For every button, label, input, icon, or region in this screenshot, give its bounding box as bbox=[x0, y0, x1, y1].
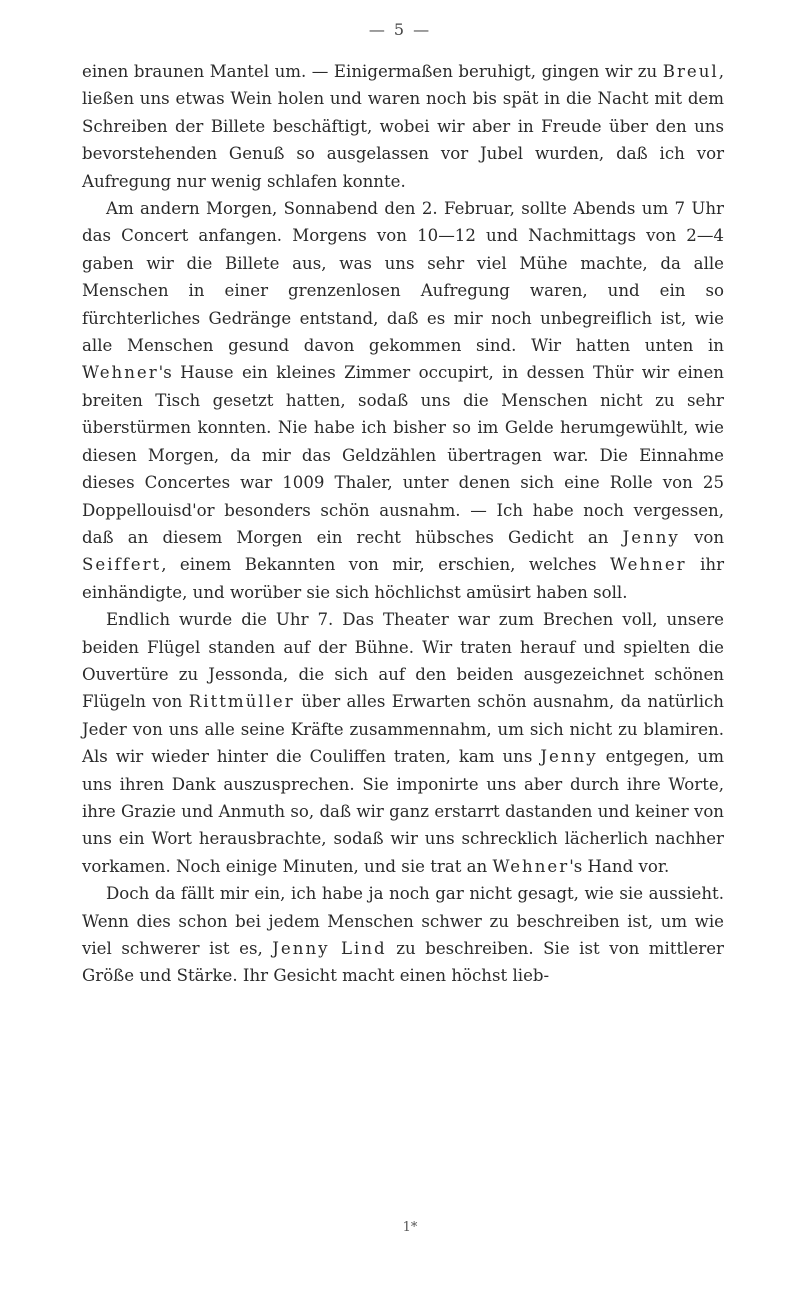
spaced-name: Wehner bbox=[492, 856, 570, 876]
paragraph bbox=[82, 195, 724, 606]
paragraph bbox=[82, 880, 724, 990]
text-segment: , einem Bekannten von mir, erschien, welches bbox=[161, 555, 610, 575]
spaced-name: Wehner bbox=[82, 363, 159, 383]
text-segment: ihr einhändigte, und worüber sie sich höchlichst amüsirt haben soll. bbox=[82, 555, 724, 602]
text-segment: über alles Erwarten schön ausnahm, da natürlich Jeder von uns alle seine Kräfte zusammennahm, um sich nicht zu blamiren. Als wir wieder hinter die Couliffen traten, kam uns bbox=[82, 692, 724, 767]
page-number-header: — 5 — bbox=[368, 20, 432, 39]
body-text bbox=[82, 58, 724, 990]
spaced-name: Wehner bbox=[609, 555, 687, 575]
text-segment: zu beschreiben. Sie ist von mittlerer Größe und Stärke. Ihr Gesicht macht einen höchst lieb- bbox=[82, 939, 724, 986]
text-segment: von bbox=[679, 527, 725, 547]
text-segment: 's Hand vor. bbox=[569, 856, 670, 876]
text-segment: einen braunen Mantel um. — Einigermaßen beruhigt, gingen wir zu bbox=[82, 62, 663, 81]
text-segment: Endlich wurde die Uhr 7. Das Theater war zum Brechen voll, unsere beiden Flügel standen auf der Bühne. Wir traten herauf und spielten die Ouvertüre zu Jessonda, die sich auf den beiden ausgezeichnet schönen Flügeln von bbox=[82, 610, 724, 712]
spaced-name: Jenny bbox=[622, 527, 680, 547]
text-segment: Am andern Morgen, Sonnabend den 2. Februar, sollte Abends um 7 Uhr das Concert anfangen. Morgens von 10—12 und Nachmittags von 2—4 gaben wir die Billete aus, was uns sehr viel Mühe machte, da alle Menschen in einer grenzenlosen Aufregung waren, und ein so fürchterliches Gedränge entstand, daß es mir noch unbegreiflich ist, wie alle Menschen gesund davon gekommen sind. Wir hatten unten in bbox=[82, 199, 724, 356]
text-segment: Doch da fällt mir ein, ich habe ja noch gar nicht gesagt, wie sie aussieht. Wenn dies schon bei jedem Menschen schwer zu beschreiben ist, um wie viel schwerer ist es, bbox=[82, 884, 724, 958]
text-segment: 's Hause ein kleines Zimmer occupirt, in dessen Thür wir einen breiten Tisch gesetzt hatten, sodaß uns die Menschen nicht zu sehr überstürmen konnten. Nie habe ich bisher so im Gelde herumgewühlt, wie diesen Morgen, da mir das Geldzählen übertragen war. Die Einnahme dieses Concertes war 1009 Thaler, unter denen sich eine Rolle von 25 Doppellouisd'or besonders schön ausnahm. — Ich habe noch vergessen, daß an diesem Morgen ein recht hübsches Gedicht an bbox=[82, 363, 724, 547]
spaced-name: Jenny Lind bbox=[272, 939, 387, 958]
spaced-name: Jenny bbox=[540, 747, 598, 767]
paragraph bbox=[82, 58, 724, 195]
spaced-name: Rittmüller bbox=[188, 692, 295, 712]
printer-signature-mark: 1* bbox=[402, 1220, 418, 1235]
spaced-name: Breul bbox=[662, 62, 719, 81]
text-segment: , ließen uns etwas Wein holen und waren noch bis spät in die Nacht mit dem Schreiben der Billete beschäftigt, wobei wir aber in Freude über den uns bevorstehenden Genuß so ausgelassen vor Jubel wurden, daß ich vor Aufregung nur wenig schlafen konnte. bbox=[82, 62, 724, 191]
paragraph bbox=[82, 606, 724, 880]
text-segment: entgegen, um uns ihren Dank auszusprechen. Sie imponirte uns aber durch ihre Worte, ihre Grazie und Anmuth so, daß wir ganz erstarrt dastanden und keiner von uns ein Wort herausbrachte, sodaß wir uns schrecklich lächerlich nachher vorkamen. Noch einige Minuten, und sie trat an bbox=[82, 747, 724, 876]
spaced-name: Seiffert bbox=[82, 555, 162, 575]
